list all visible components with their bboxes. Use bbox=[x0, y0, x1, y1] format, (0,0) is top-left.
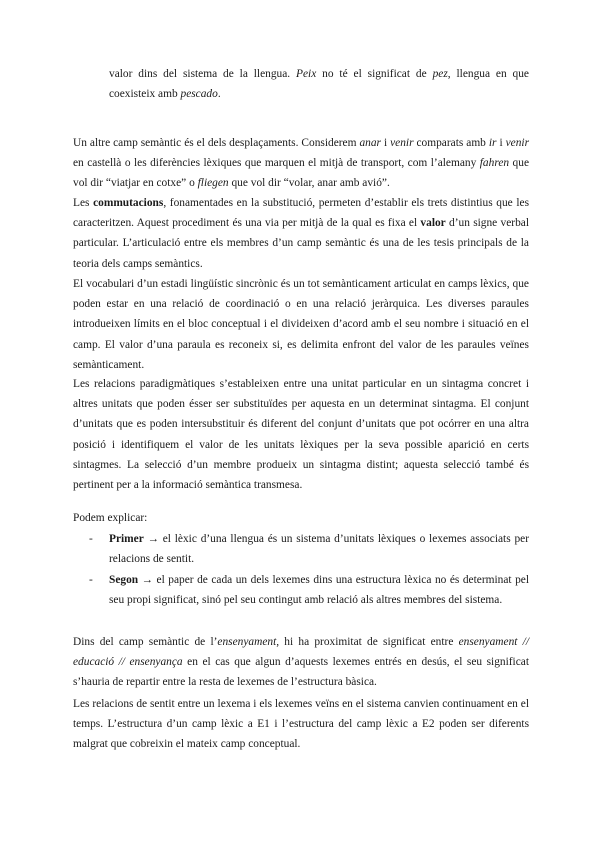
paragraph-intro-list: Podem explicar: bbox=[73, 512, 148, 524]
text: valor dins del sistema de la llengua. bbox=[109, 68, 297, 80]
text: Un altre camp semàntic és el dels desplaçaments. Considerem bbox=[73, 137, 360, 149]
text: i bbox=[496, 137, 506, 149]
italic-term: pez bbox=[432, 68, 448, 80]
italic-term: anar bbox=[359, 137, 381, 149]
text: , llengua en que coexisteix amb bbox=[109, 68, 529, 101]
text: . bbox=[217, 88, 221, 101]
italic-term: ensenyament // educació // ensenyança bbox=[73, 636, 529, 669]
text: no té el significat de bbox=[316, 68, 433, 80]
italic-term: venir bbox=[390, 137, 414, 149]
list-dash: - bbox=[89, 533, 93, 545]
text: → el lèxic d’una llengua és un sistema d’unitats lèxiques o lexemes associats per relacions de sentit. bbox=[109, 533, 529, 566]
italic-term: ensenyament bbox=[217, 636, 277, 648]
italic-term: fahren bbox=[479, 157, 510, 170]
bold-term: commutacions bbox=[93, 197, 164, 209]
paragraph-paradigmatic: Les relacions paradigmàtiques s’estableixen entre una unitat particular en un sintagma concret i altres unitats que poden ésser ser substituïdes per aquesta en un determinat sintagma. El conjunt d’unitats que es poden intersubstituir és diferent del conjunt d’unitats que pot ocórrer en una altra posició i identifiquem el valor de les unitats lèxiques per la seva possible aparició en certs sintagmes. La selecció d’un membre produeix un sintagma distint; aquesta selecció també és pertinent per a la informació semàntica transmesa. bbox=[73, 378, 529, 492]
italic-term: Peix bbox=[296, 68, 317, 80]
text: que vol dir “viatjar en cotxe” o bbox=[73, 157, 529, 190]
list-item-first bbox=[109, 529, 529, 569]
text: en el cas que algun d’aquests lexemes entrés en desús, el seu significat s’hauria de repartir entre la resta de lexemes de l’estructura bàsica. bbox=[73, 656, 529, 689]
paragraph-continuation bbox=[109, 64, 529, 104]
italic-term: fliegen bbox=[197, 177, 229, 190]
paragraph-sense-relations: Les relacions de sentit entre un lexema i els lexemes veïns en el sistema canvien continuament en el temps. L’estructura d’un camp lèxic a E1 i l’estructura del camp lèxic a E2 poden ser diferents malgrat que cobreixin el mateix camp conceptual. bbox=[73, 698, 529, 751]
text: en castellà o les diferències lèxiques que marquen el mitjà de transport, com l’alemany bbox=[73, 157, 480, 170]
list-label: Segon bbox=[109, 574, 139, 586]
text: Les bbox=[73, 197, 94, 209]
italic-term: pescado bbox=[180, 88, 218, 101]
paragraph-vocabulary: El vocabulari d’un estadi lingüístic sincrònic és un tot semànticament articulat en camps lèxics, que poden estar en una relació de coordinació o en una relació jeràrquica. Les diverses paraules introdueixen límits en el bloc conceptual i el divideixen d’acord amb el seu nombre i situació en el camp. El valor d’una paraula es reconeix si, es delimita enfront del valor de les paraules veïnes semànticament. bbox=[73, 278, 529, 371]
text: i bbox=[380, 137, 391, 149]
bold-term: valor bbox=[420, 217, 446, 230]
italic-term: ir bbox=[488, 137, 497, 149]
text: Dins del camp semàntic de l’ bbox=[73, 636, 218, 648]
italic-term: venir bbox=[505, 137, 529, 149]
text: que vol dir “volar, anar amb avió”. bbox=[228, 177, 390, 190]
text: comparats amb bbox=[413, 137, 489, 149]
list-dash: - bbox=[89, 574, 93, 586]
text: d’un signe verbal particular. L’articulació entre els membres d’un camp semàntic és una de les tesis principals de la teoria dels camps semàntics. bbox=[73, 217, 529, 270]
text: → el paper de cada un dels lexemes dins una estructura lèxica no és determinat pel seu propi significat, sinó pel seu contingut amb relació als altres membres del sistema. bbox=[109, 574, 529, 607]
paragraph-teaching-field bbox=[73, 632, 529, 693]
paragraph-commutations bbox=[73, 193, 529, 274]
list-label: Primer bbox=[109, 533, 144, 545]
text: , fonamentades en la substitució, permeten d’establir els trets distintius que les caracteritzen. Aquest procediment és una via per mitjà de la qual es fixa el bbox=[73, 197, 530, 230]
list-item-second bbox=[109, 570, 529, 610]
text: , hi ha proximitat de significat entre bbox=[276, 636, 459, 648]
paragraph-displacements bbox=[73, 133, 529, 194]
